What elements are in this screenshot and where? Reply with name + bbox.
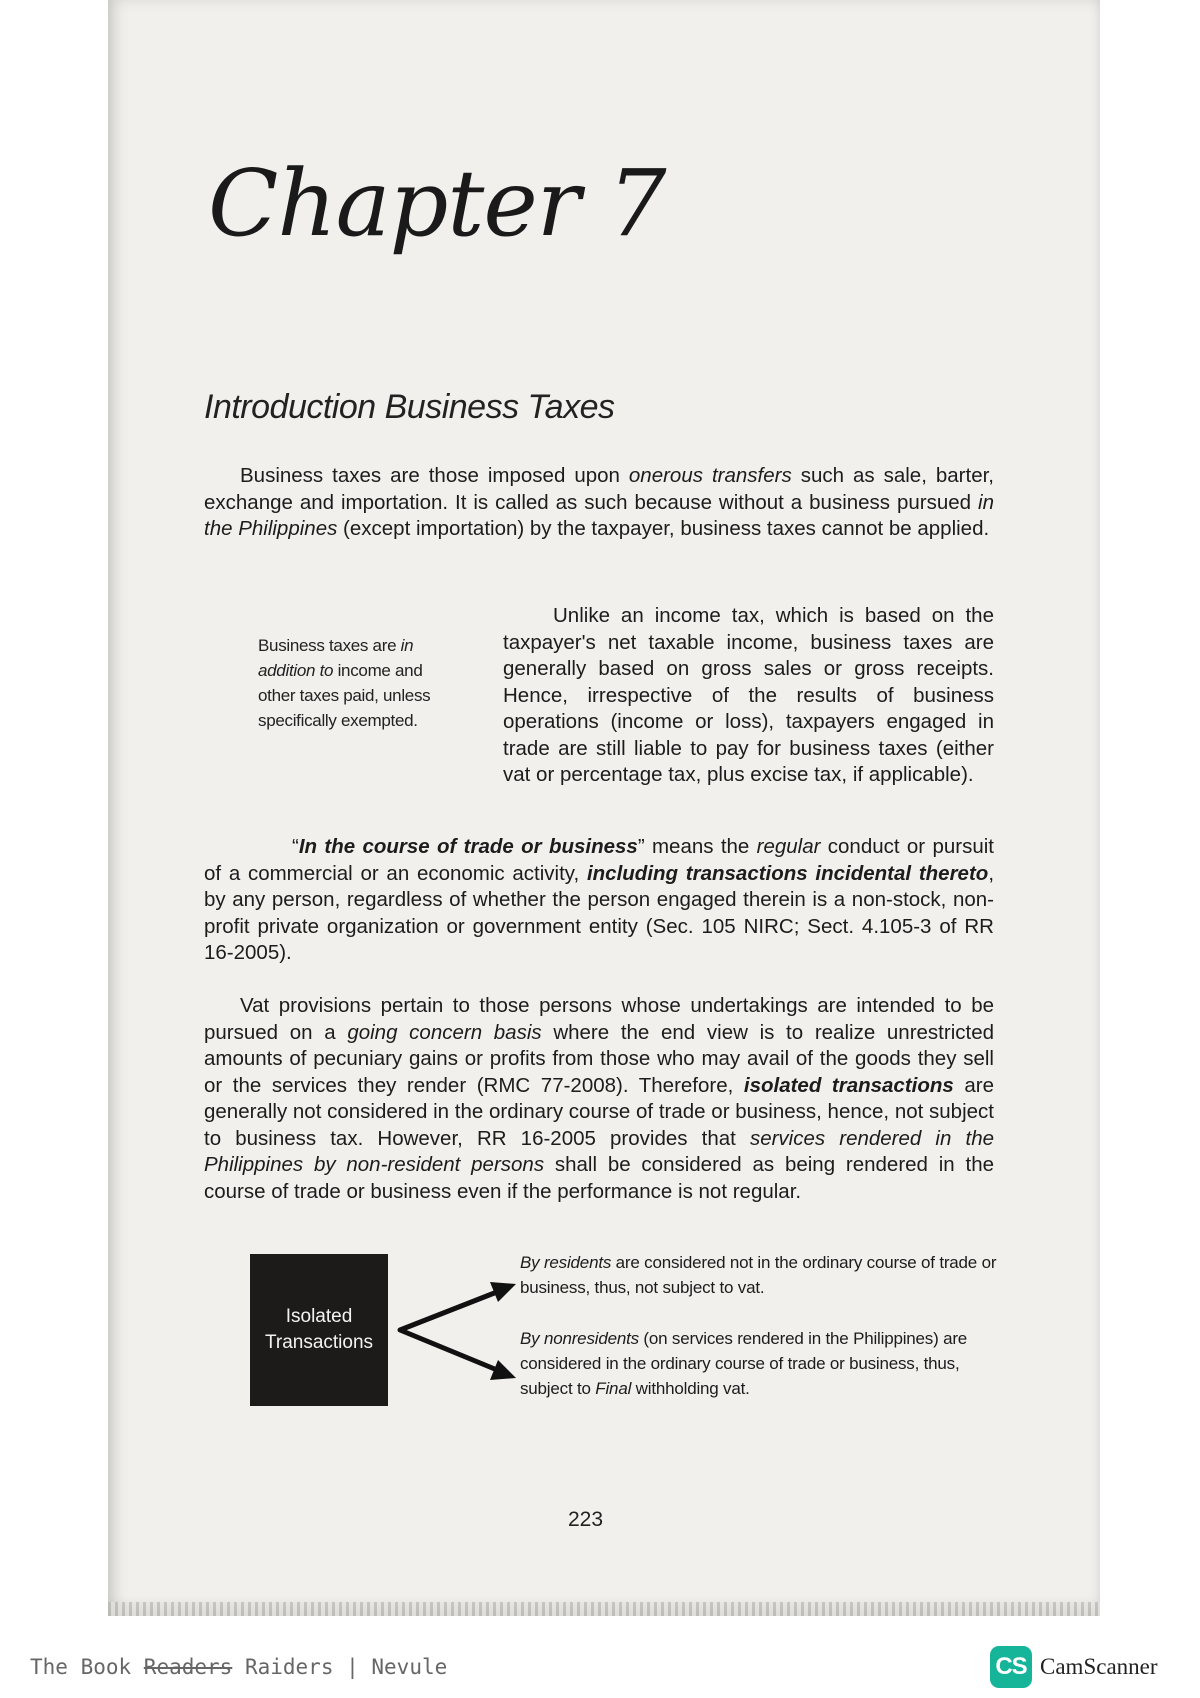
text-run: Unlike an income tax, which is based on the taxpayer's net taxable income, business taxes are generally based on gross sales or gross receipts. Hence, irrespective of the results of business operations (income or loss), taxpayers engaged in trade are still liable to pay for business taxes (either vat or percentage tax, plus excise tax, if applicable).	[503, 604, 994, 786]
camscanner-icon: CS	[990, 1646, 1032, 1688]
text-run: isolated transactions	[743, 1073, 954, 1097]
text-run: income and other taxes paid, unless specifically exempted.	[258, 661, 431, 730]
text-run: In the course of trade or business	[298, 835, 638, 858]
text-run: are considered not in the ordinary course of trade or business, thus, not subject to vat.	[520, 1253, 997, 1297]
text-run: where the end view is to realize unrestricted amounts of pecuniary gains or profits from those who may avail of the goods they sell or the services they render (RMC 77-2008). Therefore,	[204, 1020, 995, 1097]
camscanner-name: CamScanner	[1040, 1654, 1158, 1679]
text-run: ” means the	[637, 835, 757, 858]
section-title: Introduction Business Taxes	[204, 388, 615, 426]
text-run: onerous transfers	[628, 464, 792, 487]
text-run: “	[292, 835, 299, 858]
isolated-transactions-box	[250, 1254, 388, 1406]
watermark-suffix: Raiders | Nevule	[232, 1655, 448, 1679]
branch-arrows	[390, 1272, 520, 1382]
scanned-page	[108, 0, 1100, 1616]
text-run: Business taxes are	[258, 636, 401, 655]
text-run: are generally not considered in the ordinary course of trade or business, hence, not subject to business tax. However, RR 16-2005 provides that	[204, 1073, 995, 1150]
margin-note	[258, 633, 463, 733]
text-run: Final	[595, 1379, 632, 1398]
watermark	[30, 1655, 447, 1679]
page-number: 223	[568, 1508, 604, 1531]
paragraph-income-tax-comparison	[503, 603, 994, 789]
isolated-box-line1: Isolated	[285, 1306, 353, 1327]
text-run: services rendered in the Philippines by non-resident persons	[204, 1126, 994, 1176]
text-run: (on services rendered in the Philippines) are considered in the ordinary course of trade or business, thus, subject to	[520, 1329, 968, 1398]
text-run: regular	[756, 835, 821, 858]
text-run: including transactions incidental thereto	[586, 861, 989, 885]
paragraph-vat-provisions	[204, 993, 994, 1205]
chapter-heading: Chapter 7	[208, 150, 666, 257]
text-run: going concern basis	[347, 1020, 542, 1044]
text-run: shall be considered as being rendered in the course of trade or business even if the performance is not regular.	[204, 1153, 995, 1203]
text-run: , by any person, regardless of whether the person engaged therein is a non-stock, non-profit private organization or government entity (Sec. 105 NIRC; Sect. 4.105-3 of RR 16-2005).	[204, 861, 995, 964]
isolated-box-line2: Transactions	[264, 1332, 374, 1353]
text-run: in addition to	[258, 636, 414, 680]
camscanner-logo	[990, 1646, 1158, 1688]
text-run: such as sale, barter, exchange and importation. It is called as such because without a business pursued	[204, 464, 994, 514]
text-run: (except importation) by the taxpayer, business taxes cannot be applied.	[337, 517, 990, 540]
paragraph-business-taxes	[204, 463, 994, 543]
watermark-prefix: The Book	[30, 1655, 144, 1679]
text-run: withholding vat.	[631, 1379, 750, 1398]
text-run: By residents	[520, 1253, 612, 1272]
text-run: in the Philippines	[204, 490, 994, 540]
paragraph-course-of-trade	[204, 834, 994, 967]
text-run: Vat provisions pertain to those persons whose undertakings are intended to be pursued on a	[204, 994, 994, 1044]
branch-nonresidents	[520, 1326, 1008, 1401]
branch-residents	[520, 1250, 1000, 1300]
text-run: Business taxes are those imposed upon	[240, 464, 629, 487]
branch-arrow-lines	[400, 1290, 502, 1372]
text-run: By nonresidents	[520, 1329, 639, 1348]
watermark-struck: Readers	[143, 1655, 233, 1679]
text-run: conduct or pursuit of a commercial or an economic activity,	[204, 835, 994, 885]
